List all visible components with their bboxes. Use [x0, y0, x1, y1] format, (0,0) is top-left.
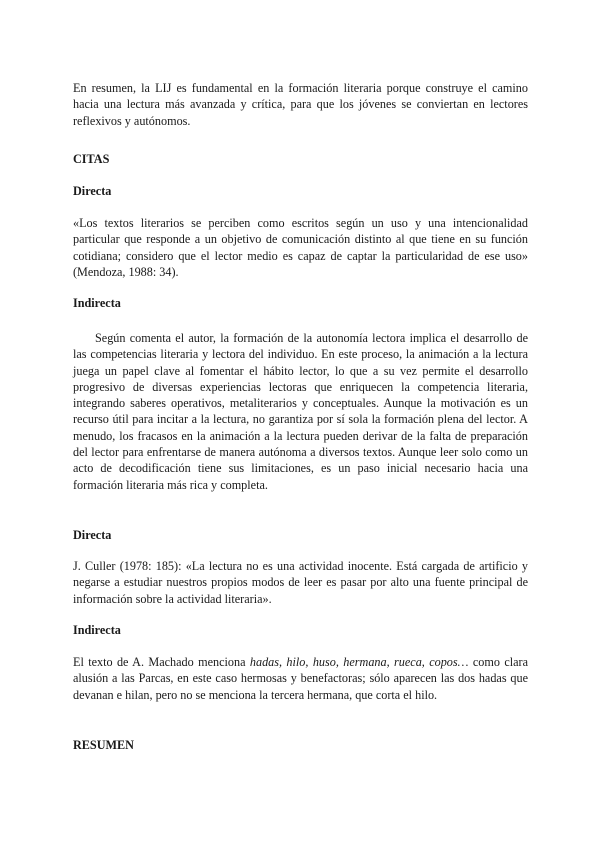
- heading-directa-1: Directa: [73, 184, 112, 198]
- heading-indirecta-1: Indirecta: [73, 296, 121, 310]
- direct-quote-mendoza: «Los textos literarios se perciben como escritos según un uso y una intencionalidad particular que responde a un objetivo de comunicación distinto al que tiene en su función cotidiana; considero que el lector medio es capaz de captar la particularidad de ese uso» (Mendoza, 1988: 34).: [73, 216, 528, 279]
- indirect-paraphrase-machado: [73, 654, 528, 703]
- document-page: [73, 0, 528, 848]
- summary-paragraph: En resumen, la LIJ es fundamental en la formación literaria porque construye el camino hacia una lectura más avanzada y crítica, para que los jóvenes se conviertan en lectores reflexivos y autónomos.: [73, 81, 528, 128]
- machado-rest-text: como clara alusión a las Parcas, en este caso hermosas y benefactoras; sólo aparecen las dos hadas que devanan e hilan, pero no se menciona la tercera hermana, que corta el hilo.: [73, 655, 528, 702]
- heading-citas: CITAS: [73, 152, 110, 166]
- direct-quote-culler: J. Culler (1978: 185): «La lectura no es una actividad inocente. Está cargada de artificio y negarse a estudiar nuestros propios modos de leer es pasar por alto una fuente principal de información sobre la actividad literaria».: [73, 559, 528, 606]
- machado-intro-text: El texto de A. Machado menciona: [73, 655, 250, 669]
- heading-indirecta-2: Indirecta: [73, 623, 121, 637]
- indirect-paraphrase-mendoza: Según comenta el autor, la formación de la autonomía lectora implica el desarrollo de las competencias literaria y lectora del individuo. En este proceso, la animación a la lectura juega un papel clave al fomentar el hábito lector, lo que a su vez permite el desarrollo progresivo de diversas experiencias lectoras que enriquecen la competencia literaria, integrando saberes operativos, metaliterarios y conceptuales. Aunque la motivación es un recurso útil para incitar a la lectura, no garantiza por sí sola la formación plena del lector. A menudo, los fracasos en la animación a la lectura pueden derivar de la falta de preparación del lector para enfrentarse de manera autónoma a diversos textos. Aunque leer solo como un acto de decodificación tiene sus limitaciones, es un paso inicial necesario hacia una formación literaria más rica y completa.: [73, 331, 528, 492]
- machado-italic-terms: hadas, hilo, huso, hermana, rueca, copos…: [249, 655, 469, 669]
- heading-directa-2: Directa: [73, 528, 112, 542]
- heading-resumen: RESUMEN: [73, 738, 134, 752]
